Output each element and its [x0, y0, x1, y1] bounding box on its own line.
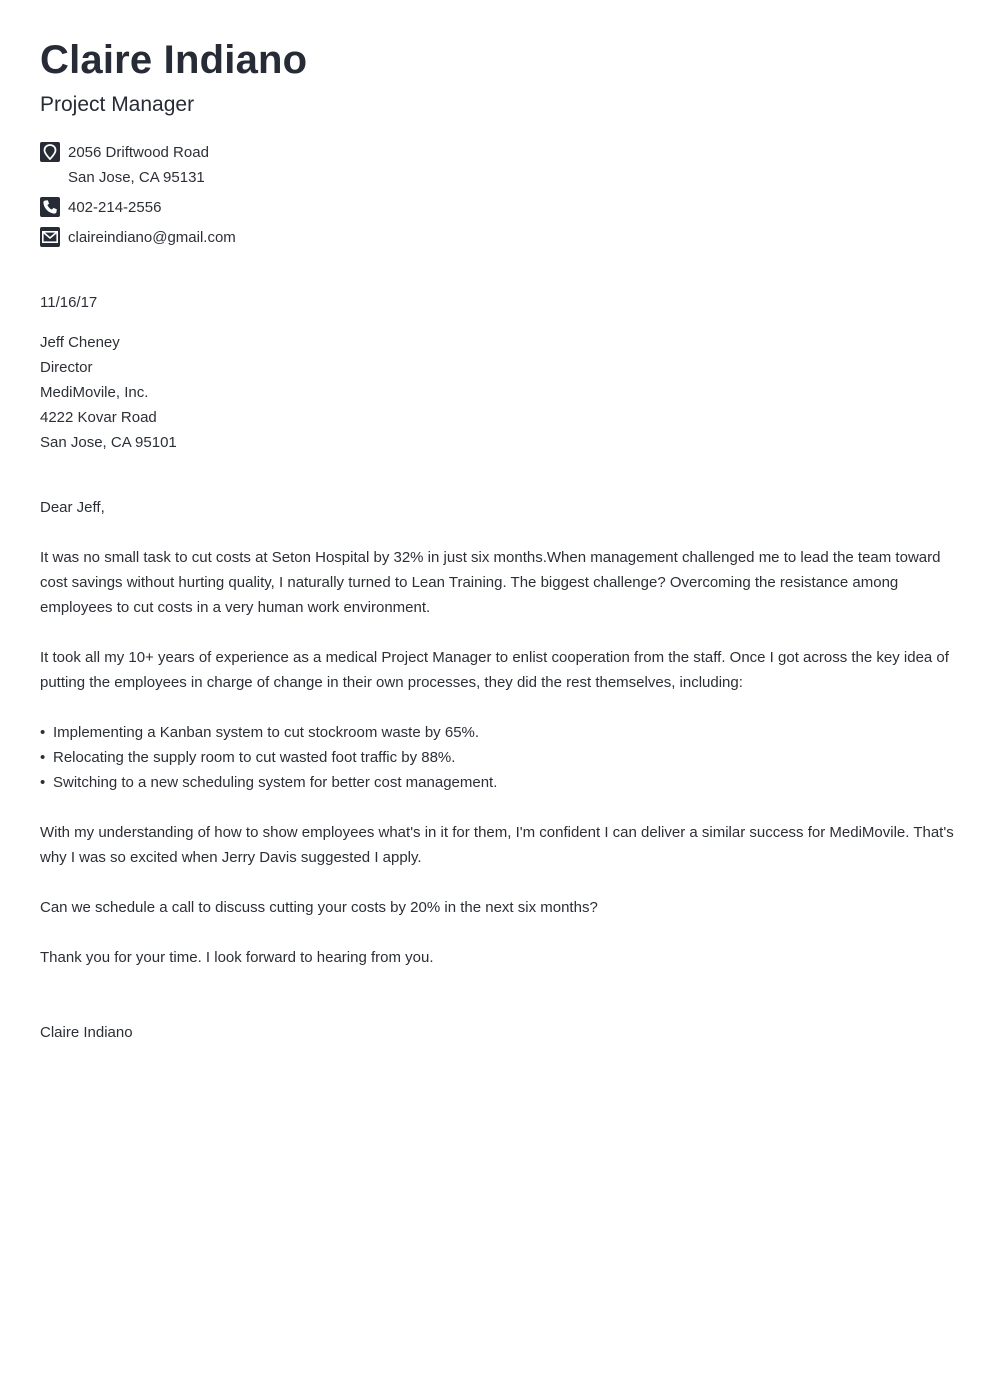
phone-icon — [40, 197, 60, 217]
recipient-position: Director — [40, 359, 93, 376]
contact-block — [40, 140, 955, 250]
list-item-text: Relocating the supply room to cut wasted foot traffic by 88%. — [53, 749, 456, 766]
list-item-text: Switching to a new scheduling system for better cost management. — [53, 774, 498, 791]
bullet-marker: • — [40, 774, 46, 791]
email-address: claireindiano@gmail.com — [68, 229, 236, 246]
recipient-block — [40, 330, 955, 455]
salutation: Dear Jeff, — [40, 499, 105, 516]
recipient-company: MediMovile, Inc. — [40, 384, 149, 401]
recipient-name: Jeff Cheney — [40, 334, 120, 351]
paragraph: Can we schedule a call to discuss cutting your costs by 20% in the next six months? — [40, 899, 598, 916]
contact-phone — [40, 195, 955, 220]
letter-date: 11/16/17 — [40, 294, 98, 311]
applicant-name: Claire Indiano — [40, 38, 308, 82]
phone-number: 402-214-2556 — [68, 199, 162, 216]
list-item — [40, 745, 955, 770]
paragraph: It was no small task to cut costs at Seton Hospital by 32% in just six months.When management challenged me to lead the team toward cost savings without hurting quality, I naturally turned to Lean Training. The biggest challenge? Overcoming the resistance among employees to cut costs in a very human work environment. — [40, 549, 941, 616]
address-line-2: San Jose, CA 95131 — [68, 169, 205, 186]
bullet-marker: • — [40, 749, 46, 766]
list-item — [40, 770, 955, 795]
recipient-address-line-2: San Jose, CA 95101 — [40, 434, 177, 451]
list-item-text: Implementing a Kanban system to cut stockroom waste by 65%. — [53, 724, 480, 741]
achievement-list — [40, 720, 955, 795]
location-pin-icon — [40, 142, 60, 162]
list-item — [40, 720, 955, 745]
envelope-icon — [40, 227, 60, 247]
bullet-marker: • — [40, 724, 46, 741]
signature-name: Claire Indiano — [40, 1024, 133, 1041]
paragraph: Thank you for your time. I look forward to hearing from you. — [40, 949, 434, 966]
address-line-1: 2056 Driftwood Road — [68, 144, 209, 161]
contact-email — [40, 225, 955, 250]
paragraph: It took all my 10+ years of experience as a medical Project Manager to enlist cooperation from the staff. Once I got across the key idea of putting the employees in charge of change in their own processes, they did the rest themselves, including: — [40, 649, 949, 691]
cover-letter — [40, 36, 955, 1045]
recipient-address-line-1: 4222 Kovar Road — [40, 409, 157, 426]
paragraph: With my understanding of how to show employees what's in it for them, I'm confident I can deliver a similar success for MediMovile. That's why I was so excited when Jerry Davis suggested I apply. — [40, 824, 954, 866]
applicant-title: Project Manager — [40, 93, 195, 116]
contact-address — [40, 140, 955, 190]
